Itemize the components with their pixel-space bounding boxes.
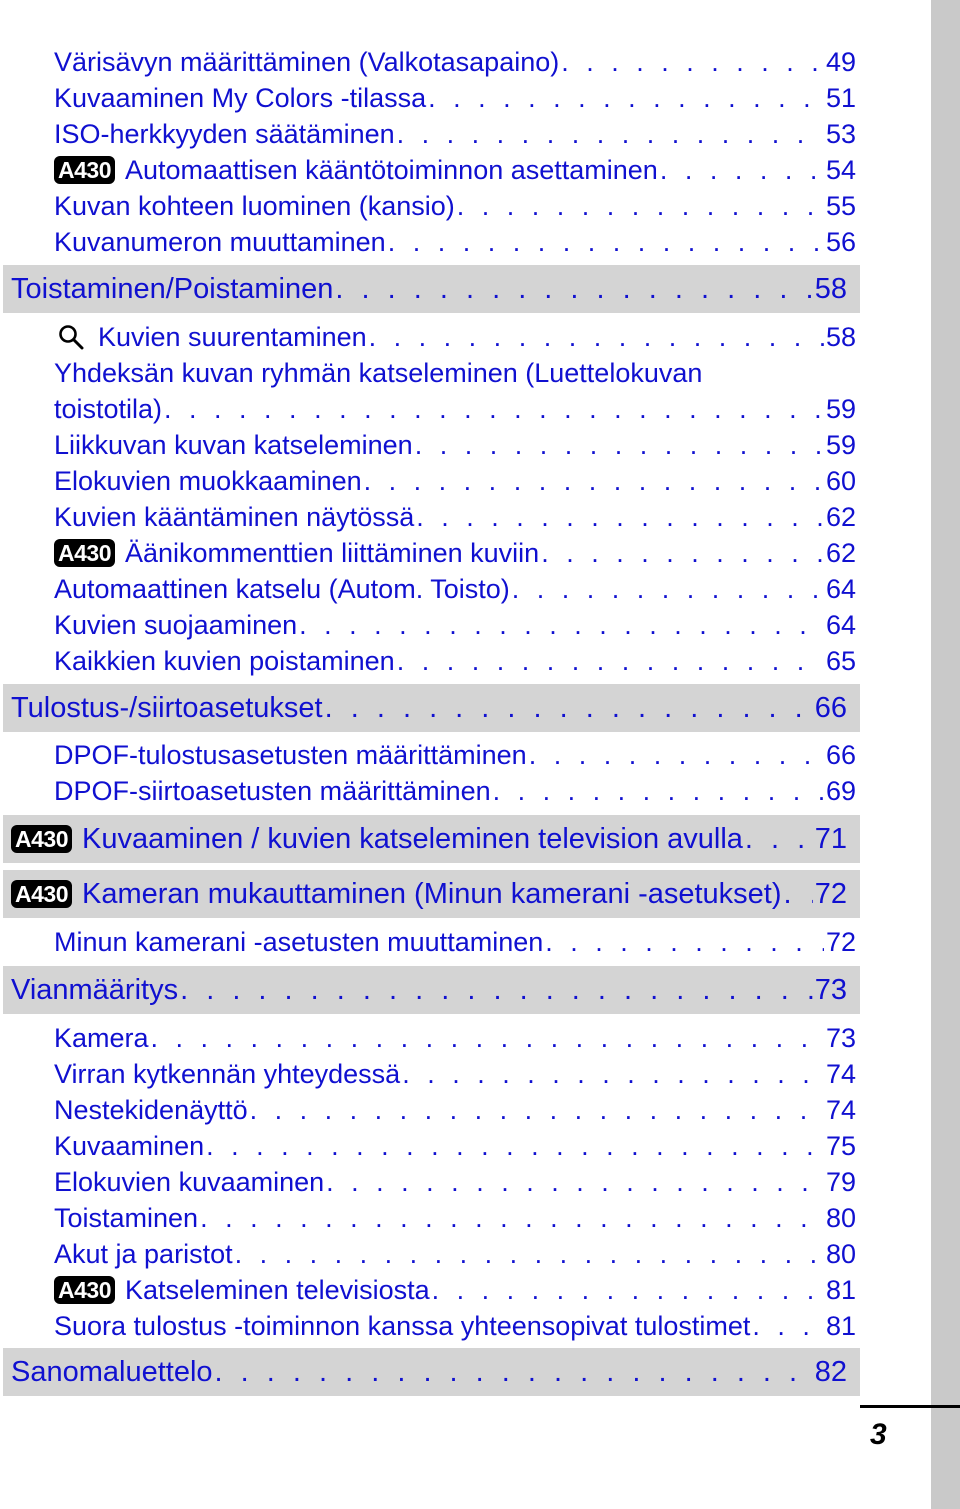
page-ref: 80: [825, 1202, 856, 1233]
entry-title: Kaikkien kuvien poistaminen: [54, 645, 395, 676]
dot-leader: [752, 1311, 824, 1342]
page-ref: 74: [825, 1058, 856, 1089]
toc-entry[interactable]: [54, 1200, 856, 1236]
dot-leader: [397, 119, 824, 150]
toc-entry[interactable]: [54, 1020, 856, 1056]
dot-leader: [493, 776, 824, 807]
toc-entry[interactable]: [54, 773, 856, 809]
entry-title: Liikkuvan kuvan katseleminen: [54, 429, 413, 460]
dot-leader: [457, 191, 824, 222]
entry-title: Kuvien kääntäminen näytössä: [54, 501, 415, 532]
entry-title: toistotila): [54, 393, 163, 424]
dot-leader: [299, 610, 824, 641]
toc-section[interactable]: [3, 870, 860, 918]
entry-title: Nestekidenäyttö: [54, 1094, 248, 1125]
dot-leader: [206, 1131, 824, 1162]
page-ref: 69: [825, 775, 856, 806]
entry-title: ISO-herkkyyden säätäminen: [54, 118, 395, 149]
toc-entry[interactable]: [54, 535, 856, 571]
page-ref: 59: [825, 393, 856, 424]
dot-leader: [215, 1356, 813, 1389]
page-ref: 64: [825, 609, 856, 640]
entry-title: Elokuvien kuvaaminen: [54, 1166, 325, 1197]
toc-section[interactable]: [3, 1348, 860, 1396]
toc-entry[interactable]: [54, 319, 856, 355]
dot-leader: [180, 974, 813, 1007]
entry-title: Minun kamerani -asetusten muuttaminen: [54, 926, 544, 957]
entry-title: Kuvaaminen: [54, 1130, 205, 1161]
dot-leader: [402, 1059, 824, 1090]
dot-leader: [369, 322, 824, 353]
dot-leader: [335, 273, 812, 306]
side-margin-bar: [931, 0, 960, 1509]
page-ref: 64: [825, 573, 856, 604]
magnify-icon: [58, 324, 84, 350]
toc-entry[interactable]: [54, 224, 856, 260]
page-ref: 60: [825, 465, 856, 496]
toc-entry[interactable]: [54, 1092, 856, 1128]
entry-title: DPOF-tulostusasetusten määrittäminen: [54, 739, 527, 770]
page-ref: 81: [825, 1310, 856, 1341]
page-ref: 58: [825, 321, 856, 352]
entry-title: Katseleminen televisiosta: [124, 1274, 430, 1305]
toc-entry[interactable]: [54, 1272, 856, 1308]
section-title: Kuvaaminen / kuvien katseleminen television avulla: [81, 822, 743, 855]
page-ref: 72: [814, 877, 847, 910]
entry-title: Kamera: [54, 1022, 149, 1053]
toc-entry[interactable]: [54, 924, 856, 960]
toc-entry[interactable]: [54, 80, 856, 116]
entry-title: Automaattisen kääntötoiminnon asettaminen: [124, 154, 658, 185]
toc-section[interactable]: [3, 815, 860, 863]
page-ref: 59: [825, 429, 856, 460]
entry-title: Kuvan kohteen luominen (kansio): [54, 190, 455, 221]
page-ref: 82: [814, 1355, 847, 1388]
dot-leader: [529, 740, 824, 771]
dot-leader: [512, 574, 824, 605]
toc-entry[interactable]: [54, 44, 856, 80]
entry-title: Yhdeksän kuvan ryhmän katseleminen (Luettelokuvan: [54, 357, 703, 388]
dot-leader: [561, 47, 824, 78]
model-badge-icon: A430: [11, 880, 72, 908]
dot-leader: [250, 1095, 824, 1126]
model-badge-icon: A430: [54, 156, 115, 184]
entry-title: Kuvien suurentaminen: [98, 321, 367, 352]
dot-leader: [325, 692, 813, 725]
toc-entry[interactable]: [54, 737, 856, 773]
page-number: 3: [870, 1418, 887, 1451]
entry-title: Kuvaaminen My Colors -tilassa: [54, 82, 427, 113]
dot-leader: [151, 1023, 824, 1054]
page-ref: 49: [825, 46, 856, 77]
page-ref: 79: [825, 1166, 856, 1197]
entry-title: Äänikommenttien liittäminen kuviin: [124, 537, 540, 568]
toc-entry[interactable]: [54, 188, 856, 224]
entry-title: Elokuvien muokkaaminen: [54, 465, 362, 496]
page-ref: 66: [814, 691, 847, 724]
page-ref: 80: [825, 1238, 856, 1269]
toc-entry[interactable]: [54, 355, 856, 391]
entry-title: Toistaminen: [54, 1202, 199, 1233]
toc-section[interactable]: [3, 684, 860, 732]
page-ref: 66: [825, 739, 856, 770]
page-ref: 56: [825, 226, 856, 257]
toc-entry[interactable]: [54, 116, 856, 152]
dot-leader: [388, 227, 824, 258]
dot-leader: [364, 466, 824, 497]
toc-entry[interactable]: [54, 643, 856, 679]
dot-leader: [784, 878, 813, 911]
toc-entry[interactable]: [54, 1308, 856, 1344]
toc-entry[interactable]: [54, 499, 856, 535]
section-title: Vianmääritys: [11, 973, 179, 1006]
toc-section[interactable]: [3, 265, 860, 313]
toc-entry[interactable]: [54, 1128, 856, 1164]
dot-leader: [200, 1203, 824, 1234]
entry-title: Kuvanumeron muuttaminen: [54, 226, 386, 257]
page-ref: 51: [825, 82, 856, 113]
page-ref: 72: [825, 926, 856, 957]
page-ref: 75: [825, 1130, 856, 1161]
toc-entry[interactable]: [54, 152, 856, 188]
dot-leader: [415, 430, 824, 461]
dot-leader: [432, 1275, 824, 1306]
page-ref: 55: [825, 190, 856, 221]
page-ref: 62: [825, 537, 856, 568]
dot-leader: [660, 155, 824, 186]
model-badge-icon: A430: [54, 1276, 115, 1304]
dot-leader: [416, 502, 824, 533]
dot-leader: [428, 83, 824, 114]
model-badge-icon: A430: [54, 539, 115, 567]
dot-leader: [541, 538, 824, 569]
page-ref: 73: [825, 1022, 856, 1053]
page-ref: 65: [825, 645, 856, 676]
dot-leader: [326, 1167, 824, 1198]
dot-leader: [745, 823, 813, 856]
toc-entry[interactable]: [54, 1056, 856, 1092]
entry-title: Suora tulostus -toiminnon kanssa yhteensopivat tulostimet: [54, 1310, 751, 1341]
section-title: Toistaminen/Poistaminen: [11, 272, 334, 305]
toc-entry[interactable]: [54, 463, 856, 499]
page-ref: 74: [825, 1094, 856, 1125]
entry-title: Kuvien suojaaminen: [54, 609, 298, 640]
entry-title: Automaattinen katselu (Autom. Toisto): [54, 573, 510, 604]
page-ref: 54: [825, 154, 856, 185]
model-badge-icon: A430: [11, 825, 72, 853]
entry-title: Akut ja paristot: [54, 1238, 233, 1269]
section-title: Sanomaluettelo: [11, 1355, 213, 1388]
toc-section[interactable]: [3, 966, 860, 1014]
entry-title: Värisävyn määrittäminen (Valkotasapaino): [54, 46, 560, 77]
section-title: Kameran mukauttaminen (Minun kamerani -asetukset): [81, 877, 782, 910]
page-ref: 58: [814, 272, 847, 305]
dot-leader: [397, 646, 824, 677]
page-ref: 81: [825, 1274, 856, 1305]
dot-leader: [545, 927, 824, 958]
page-ref: 62: [825, 501, 856, 532]
entry-title: Virran kytkennän yhteydessä: [54, 1058, 401, 1089]
page-number-rule: [860, 1405, 960, 1408]
page-ref: 73: [814, 973, 847, 1006]
toc-entry[interactable]: [54, 1164, 856, 1200]
toc-entry[interactable]: [54, 391, 856, 427]
page-ref: 53: [825, 118, 856, 149]
toc-entry[interactable]: [54, 571, 856, 607]
dot-leader: [235, 1239, 824, 1270]
section-title: Tulostus-/siirtoasetukset: [11, 691, 323, 724]
dot-leader: [164, 394, 824, 425]
toc-entry[interactable]: [54, 607, 856, 643]
toc-entry[interactable]: [54, 427, 856, 463]
entry-title: DPOF-siirtoasetusten määrittäminen: [54, 775, 491, 806]
page-ref: 71: [814, 822, 847, 855]
toc-entry[interactable]: [54, 1236, 856, 1272]
